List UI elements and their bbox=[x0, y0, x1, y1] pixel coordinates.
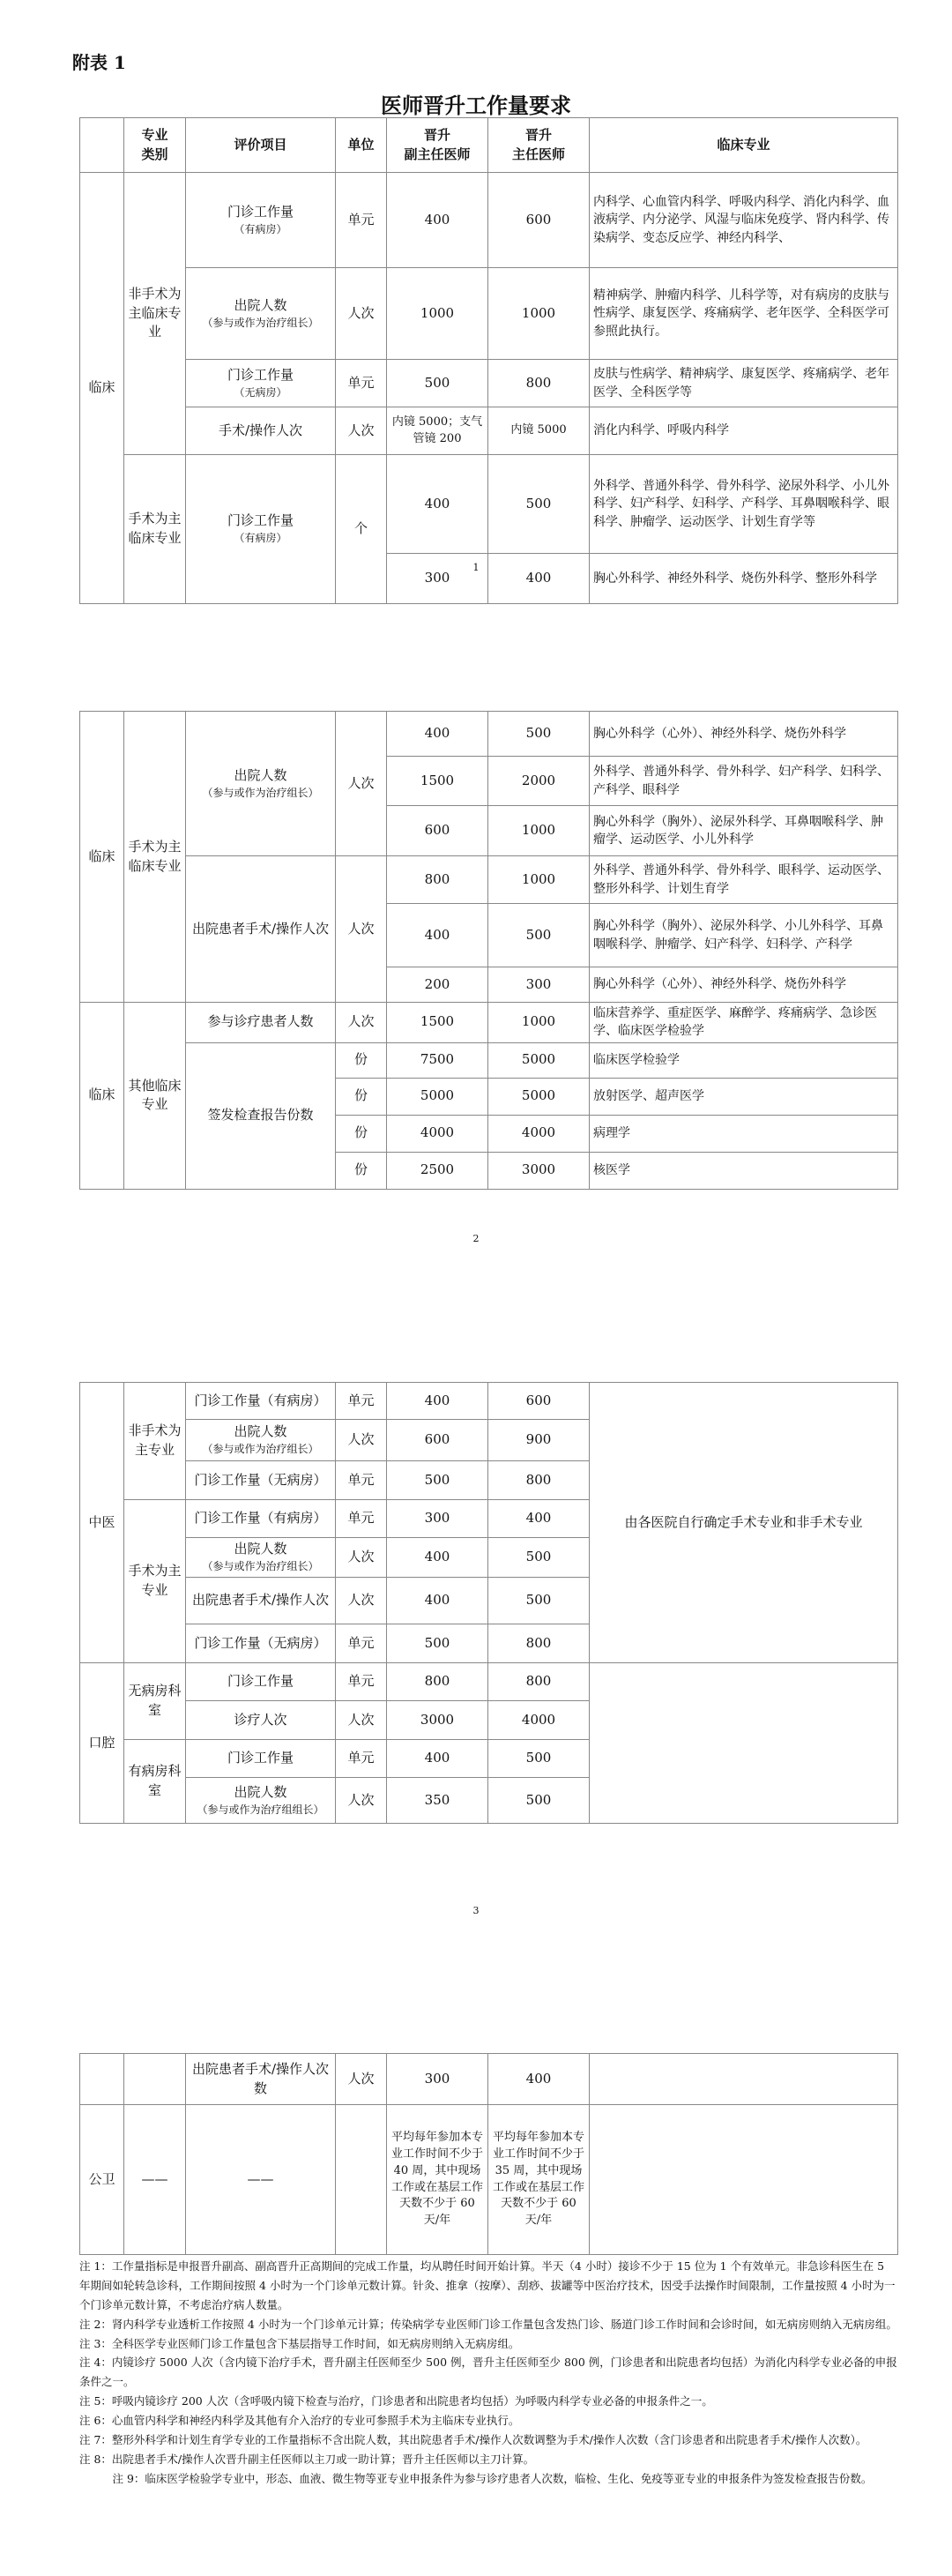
unit-cell: 人次 bbox=[336, 268, 387, 360]
chief-value: 4000 bbox=[488, 1701, 590, 1740]
table-row bbox=[80, 856, 898, 904]
unit-cell: 单元 bbox=[336, 1624, 387, 1663]
table-header-row bbox=[80, 118, 898, 173]
vice-chief-value: 1500 bbox=[387, 1003, 488, 1043]
footnote: 注 1：工作量指标是申报晋升副高、副高晋升正高期间的完成工作量，均从聘任时间开始计算。半天（4 小时）接诊不少于 15 位为 1 个有效单元。非急诊科医生在 5 年期间如轮转急诊科，工作期间按照 4 小时为一个门诊单元数计算。针灸、推拿（按摩）、刮痧、拔罐等中医治疗技术，因受手法操作时间限制，工作量按照 4 小时为一个门诊单元数计算，不考虑治疗病人数量。 bbox=[79, 2259, 896, 2311]
vice-chief-value: 500 bbox=[387, 1461, 488, 1500]
group-cell: 无病房科室 bbox=[124, 1663, 186, 1740]
unit-cell: 份 bbox=[336, 1115, 387, 1152]
table-page-1 bbox=[79, 117, 897, 604]
table-row bbox=[80, 2054, 898, 2105]
category-cell: 中医 bbox=[80, 1383, 124, 1663]
vice-chief-value: 300 bbox=[387, 2054, 488, 2105]
chief-value: 400 bbox=[488, 1500, 590, 1538]
header-blank bbox=[80, 118, 124, 173]
header-specialty: 临床专业 bbox=[590, 118, 898, 173]
footnotes bbox=[79, 2257, 897, 2489]
table-row bbox=[80, 1663, 898, 1701]
group-cell: 有病房科室 bbox=[124, 1740, 186, 1824]
specialty-cell: 精神病学、肿瘤内科学、儿科学等，对有病房的皮肤与性病学、康复医学、疼痛病学、老年医学、全科医学可参照此执行。 bbox=[590, 268, 898, 360]
group-cell bbox=[124, 2054, 186, 2105]
chief-value: 400 bbox=[488, 2054, 590, 2105]
vice-chief-value: 400 bbox=[387, 1578, 488, 1624]
chief-value: 2000 bbox=[488, 757, 590, 806]
unit-cell: 份 bbox=[336, 1042, 387, 1078]
item-cell: 出院人数 （参与或作为治疗组组长） bbox=[186, 1778, 336, 1824]
specialty-cell: 皮肤与性病学、精神病学、康复医学、疼痛病学、老年医学、全科医学等 bbox=[590, 360, 898, 407]
specialty-cell: 临床医学检验学 bbox=[590, 1042, 898, 1078]
vice-chief-value: 500 bbox=[387, 1624, 488, 1663]
vice-chief-value: 7500 bbox=[387, 1042, 488, 1078]
group-cell: 非手术为主临床专业 bbox=[124, 173, 186, 455]
chief-value: 500 bbox=[488, 1538, 590, 1578]
vice-chief-value: 400 bbox=[387, 1383, 488, 1420]
vice-chief-value: 300 bbox=[387, 1500, 488, 1538]
unit-cell: 人次 bbox=[336, 856, 387, 1003]
item-cell: —— bbox=[186, 2105, 336, 2255]
table-row bbox=[80, 2105, 898, 2255]
item-cell: 门诊工作量 bbox=[186, 1740, 336, 1778]
vice-chief-value: 400 bbox=[387, 1538, 488, 1578]
unit-cell: 单元 bbox=[336, 360, 387, 407]
item-cell: 门诊工作量（有病房） bbox=[186, 1383, 336, 1420]
header-chief: 晋升 主任医师 bbox=[488, 118, 590, 173]
header-item: 评价项目 bbox=[186, 118, 336, 173]
category-cell: 公卫 bbox=[80, 2105, 124, 2255]
chief-value: 500 bbox=[488, 712, 590, 757]
item-cell: 门诊工作量（无病房） bbox=[186, 1461, 336, 1500]
unit-cell: 单元 bbox=[336, 173, 387, 268]
table-row bbox=[80, 455, 898, 554]
vice-chief-value: 350 bbox=[387, 1778, 488, 1824]
chief-value: 500 bbox=[488, 1740, 590, 1778]
vice-chief-value: 5000 bbox=[387, 1078, 488, 1115]
attachment-label: 附表 1 bbox=[72, 52, 126, 73]
chief-value: 4000 bbox=[488, 1115, 590, 1152]
specialty-cell: 临床营养学、重症医学、麻醉学、疼痛病学、急诊医学、临床医学检验学 bbox=[590, 1003, 898, 1043]
unit-cell: 单元 bbox=[336, 1740, 387, 1778]
group-cell: 非手术为主专业 bbox=[124, 1383, 186, 1500]
vice-chief-value: 300 bbox=[387, 554, 488, 604]
group-cell: 手术为主专业 bbox=[124, 1500, 186, 1663]
item-cell: 出院人数 （参与或作为治疗组长） bbox=[186, 712, 336, 856]
table-row bbox=[80, 173, 898, 268]
specialty-cell: 胸心外科学（胸外）、泌尿外科学、耳鼻咽喉科学、肿瘤学、运动医学、小儿外科学 bbox=[590, 806, 898, 856]
vice-chief-value: 800 bbox=[387, 1663, 488, 1701]
category-cell: 临床 bbox=[80, 1003, 124, 1190]
chief-value: 800 bbox=[488, 1461, 590, 1500]
chief-value: 600 bbox=[488, 173, 590, 268]
chief-value: 500 bbox=[488, 1778, 590, 1824]
item-cell: 手术/操作人次 bbox=[186, 407, 336, 455]
chief-value: 5000 bbox=[488, 1078, 590, 1115]
footnote: 注 6：心血管内科学和神经内科学及其他有介入治疗的专业可参照手术为主临床专业执行。 bbox=[79, 2414, 520, 2427]
unit-cell: 人次 bbox=[336, 712, 387, 856]
unit-cell: 份 bbox=[336, 1078, 387, 1115]
page-number: 2 bbox=[472, 1233, 480, 1244]
vice-chief-value: 800 bbox=[387, 856, 488, 904]
vice-chief-value: 500 bbox=[387, 360, 488, 407]
unit-cell: 人次 bbox=[336, 407, 387, 455]
category-cell: 口腔 bbox=[80, 1663, 124, 1824]
item-cell: 出院人数 （参与或作为治疗组长） bbox=[186, 268, 336, 360]
item-cell: 出院患者手术/操作人次数 bbox=[186, 2054, 336, 2105]
chief-value: 300 bbox=[488, 967, 590, 1003]
table-page-2 bbox=[79, 711, 897, 1190]
specialty-cell: 外科学、普通外科学、骨外科学、眼科学、运动医学、整形外科学、计划生育学 bbox=[590, 856, 898, 904]
specialty-cell: 胸心外科学（心外）、神经外科学、烧伤外科学 bbox=[590, 967, 898, 1003]
chief-value: 1000 bbox=[488, 806, 590, 856]
unit-cell: 单元 bbox=[336, 1663, 387, 1701]
specialty-cell: 胸心外科学（心外）、神经外科学、烧伤外科学 bbox=[590, 712, 898, 757]
unit-cell: 单元 bbox=[336, 1383, 387, 1420]
vice-chief-value: 2500 bbox=[387, 1152, 488, 1189]
chief-value: 500 bbox=[488, 904, 590, 967]
vice-chief-value: 内镜 5000；支气管镜 200 bbox=[387, 407, 488, 455]
item-cell: 出院患者手术/操作人次 bbox=[186, 1578, 336, 1624]
chief-value: 800 bbox=[488, 360, 590, 407]
unit-cell: 单元 bbox=[336, 1500, 387, 1538]
chief-value: 600 bbox=[488, 1383, 590, 1420]
specialty-cell: 核医学 bbox=[590, 1152, 898, 1189]
item-cell: 门诊工作量（无病房） bbox=[186, 1624, 336, 1663]
specialty-cell: 胸心外科学、神经外科学、烧伤外科学、整形外科学 bbox=[590, 554, 898, 604]
chief-value: 内镜 5000 bbox=[488, 407, 590, 455]
group-cell: 手术为主临床专业 bbox=[124, 712, 186, 1003]
table-row bbox=[80, 407, 898, 455]
item-cell: 门诊工作量 （有病房） bbox=[186, 455, 336, 604]
item-cell: 门诊工作量 （无病房） bbox=[186, 360, 336, 407]
item-cell: 门诊工作量 （有病房） bbox=[186, 173, 336, 268]
specialty-cell bbox=[590, 1663, 898, 1824]
item-cell: 参与诊疗患者人数 bbox=[186, 1003, 336, 1043]
vice-chief-value: 400 bbox=[387, 712, 488, 757]
vice-chief-value: 600 bbox=[387, 806, 488, 856]
chief-value: 400 bbox=[488, 554, 590, 604]
unit-cell: 人次 bbox=[336, 1778, 387, 1824]
table-row bbox=[80, 1003, 898, 1043]
chief-value: 500 bbox=[488, 1578, 590, 1624]
vice-chief-value: 4000 bbox=[387, 1115, 488, 1152]
vice-chief-value: 400 bbox=[387, 1740, 488, 1778]
chief-value: 1000 bbox=[488, 1003, 590, 1043]
vice-chief-value: 600 bbox=[387, 1420, 488, 1461]
unit-cell: 人次 bbox=[336, 1003, 387, 1043]
vice-chief-value: 400 bbox=[387, 904, 488, 967]
unit-cell: 个 bbox=[336, 455, 387, 604]
unit-cell: 人次 bbox=[336, 1701, 387, 1740]
header-vice-chief: 晋升 副主任医师 bbox=[387, 118, 488, 173]
specialty-cell: 外科学、普通外科学、骨外科学、妇产科学、妇科学、产科学、眼科学 bbox=[590, 757, 898, 806]
unit-cell: 人次 bbox=[336, 1538, 387, 1578]
unit-cell: 人次 bbox=[336, 1420, 387, 1461]
category-cell bbox=[80, 2054, 124, 2105]
unit-cell: 人次 bbox=[336, 2054, 387, 2105]
table-row bbox=[80, 712, 898, 757]
footnote: 注 9：临床医学检验学专业中，形态、血液、微生物等亚专业申报条件为参与诊疗患者人次数，临检、生化、免疫等亚专业的申报条件为签发检查报告份数。 bbox=[112, 2471, 873, 2485]
footnote: 注 5：呼吸内镜诊疗 200 人次（含呼吸内镜下检查与治疗，门诊患者和出院患者均包括）为呼吸内科学专业必备的申报条件之一。 bbox=[79, 2394, 713, 2408]
chief-value: 500 bbox=[488, 455, 590, 554]
footnote: 注 3：全科医学专业医师门诊工作量包含下基层指导工作时间，如无病房则纳入无病房组。 bbox=[79, 2336, 520, 2350]
specialty-cell: 外科学、普通外科学、骨外科学、泌尿外科学、小儿外科学、妇产科学、妇科学、产科学、耳鼻咽喉科学、眼科学、肿瘤学、运动医学、计划生育学等 bbox=[590, 455, 898, 554]
footnote: 注 8：出院患者手术/操作人次晋升副主任医师以主刀或一助计算；晋升主任医师以主刀计算。 bbox=[79, 2452, 535, 2466]
vice-chief-value: 1500 bbox=[387, 757, 488, 806]
specialty-cell: 放射医学、超声医学 bbox=[590, 1078, 898, 1115]
table-row bbox=[80, 360, 898, 407]
unit-cell bbox=[336, 2105, 387, 2255]
item-cell: 门诊工作量（有病房） bbox=[186, 1500, 336, 1538]
specialty-cell: 由各医院自行确定手术专业和非手术专业 bbox=[590, 1383, 898, 1663]
header-category: 专业 类别 bbox=[124, 118, 186, 173]
unit-cell: 份 bbox=[336, 1152, 387, 1189]
footnote: 注 7：整形外科学和计划生育学专业的工作量指标不含出院人数，其出院患者手术/操作人次数调整为手术/操作人次数（含门诊患者和出院患者手术/操作人次数）。 bbox=[79, 2432, 867, 2446]
chief-value: 900 bbox=[488, 1420, 590, 1461]
chief-value: 1000 bbox=[488, 268, 590, 360]
specialty-cell bbox=[590, 2105, 898, 2255]
chief-value: 800 bbox=[488, 1663, 590, 1701]
chief-value: 3000 bbox=[488, 1152, 590, 1189]
item-cell: 出院人数 （参与或作为治疗组长） bbox=[186, 1538, 336, 1578]
specialty-cell: 消化内科学、呼吸内科学 bbox=[590, 407, 898, 455]
page-number: 1 bbox=[472, 562, 480, 573]
table-row bbox=[80, 268, 898, 360]
chief-value: 平均每年参加本专业工作时间不少于 35 周，其中现场工作或在基层工作天数不少于 60 天/年 bbox=[488, 2105, 590, 2255]
header-unit: 单位 bbox=[336, 118, 387, 173]
category-cell: 临床 bbox=[80, 712, 124, 1003]
item-cell: 门诊工作量 bbox=[186, 1663, 336, 1701]
vice-chief-value: 400 bbox=[387, 173, 488, 268]
table-page-3 bbox=[79, 1382, 897, 1824]
specialty-cell bbox=[590, 2054, 898, 2105]
vice-chief-value: 平均每年参加本专业工作时间不少于 40 周，其中现场工作或在基层工作天数不少于 60 天/年 bbox=[387, 2105, 488, 2255]
specialty-cell: 内科学、心血管内科学、呼吸内科学、消化内科学、血液病学、内分泌学、风湿与临床免疫学、肾内科学、传染病学、变态反应学、神经内科学、 bbox=[590, 173, 898, 268]
page-title: 医师晋升工作量要求 bbox=[381, 93, 571, 118]
group-cell: 手术为主临床专业 bbox=[124, 455, 186, 604]
chief-value: 1000 bbox=[488, 856, 590, 904]
vice-chief-value: 1000 bbox=[387, 268, 488, 360]
item-cell: 出院人数 （参与或作为治疗组长） bbox=[186, 1420, 336, 1461]
chief-value: 5000 bbox=[488, 1042, 590, 1078]
footnote: 注 2：肾内科学专业透析工作按照 4 小时为一个门诊单元计算；传染病学专业医师门诊工作量包含发热门诊、肠道门诊工作时间和会诊时间，如无病房则纳入无病房组。 bbox=[79, 2317, 897, 2331]
specialty-cell: 病理学 bbox=[590, 1115, 898, 1152]
vice-chief-value: 200 bbox=[387, 967, 488, 1003]
specialty-cell: 胸心外科学（胸外）、泌尿外科学、小儿外科学、耳鼻咽喉科学、肿瘤学、妇产科学、妇科学、产科学 bbox=[590, 904, 898, 967]
item-cell: 诊疗人次 bbox=[186, 1701, 336, 1740]
unit-cell: 人次 bbox=[336, 1578, 387, 1624]
table-row bbox=[80, 1383, 898, 1420]
category-cell: 临床 bbox=[80, 173, 124, 604]
group-cell: 其他临床专业 bbox=[124, 1003, 186, 1190]
chief-value: 800 bbox=[488, 1624, 590, 1663]
footnote: 注 4：内镜诊疗 5000 人次（含内镜下治疗手术，晋升副主任医师至少 500 例，晋升主任医师至少 800 例，门诊患者和出院患者均包括）为消化内科学专业必备的申报条件之一。 bbox=[79, 2356, 897, 2389]
table-page-4 bbox=[79, 2053, 897, 2255]
group-cell: —— bbox=[124, 2105, 186, 2255]
item-cell: 签发检查报告份数 bbox=[186, 1042, 336, 1189]
vice-chief-value: 3000 bbox=[387, 1701, 488, 1740]
table-row bbox=[80, 1042, 898, 1078]
unit-cell: 单元 bbox=[336, 1461, 387, 1500]
item-cell: 出院患者手术/操作人次 bbox=[186, 856, 336, 1003]
page-number: 3 bbox=[472, 1905, 480, 1916]
vice-chief-value: 400 bbox=[387, 455, 488, 554]
